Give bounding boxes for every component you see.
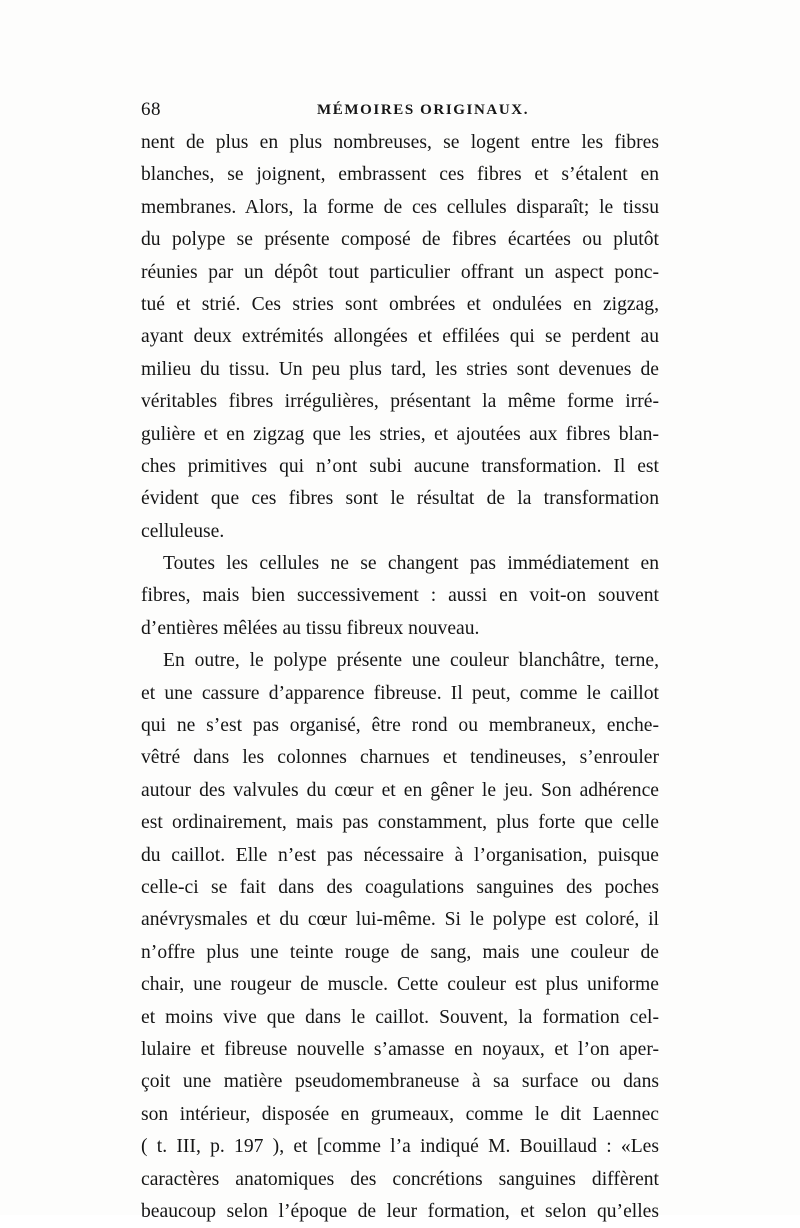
text-line: celle-ci se fait dans des coagulations sanguines des poches <box>141 876 659 898</box>
text-line: évident que ces fibres sont le résultat de la transformation <box>141 488 659 510</box>
text-line: est ordinairement, mais pas constamment, plus forte que celle <box>141 812 659 834</box>
text-line: anévrysmales et du cœur lui-même. Si le polype est coloré, il <box>141 909 659 931</box>
text-line: tué et strié. Ces stries sont ombrées et ondulées en zigzag, <box>141 293 659 315</box>
text-line: membranes. Alors, la forme de ces cellules disparaît; le tissu <box>141 196 659 218</box>
text-line: qui ne s’est pas organisé, être rond ou membraneux, enche- <box>141 715 659 737</box>
text-line: ayant deux extrémités allongées et effilées qui se perdent au <box>141 326 659 348</box>
running-head: MÉMOIRES ORIGINAUX. <box>317 102 530 118</box>
text-line: lulaire et fibreuse nouvelle s’amasse en noyaux, et l’on aper- <box>141 1038 659 1060</box>
text-line: autour des valvules du cœur et en gêner le jeu. Son adhérence <box>141 779 659 801</box>
text-line: nent de plus en plus nombreuses, se logent entre les fibres <box>141 132 659 153</box>
text-line: son intérieur, disposée en grumeaux, comme le dit Laennec <box>141 1103 659 1125</box>
text-line: celluleuse. <box>141 520 225 542</box>
text-line: du polype se présente composé de fibres écartées ou plutôt <box>141 229 659 251</box>
text-line: blanches, se joignent, embrassent ces fibres et s’étalent en <box>141 164 659 186</box>
text-line: caractères anatomiques des concrétions sanguines diffèrent <box>141 1168 659 1190</box>
paragraph <box>141 548 659 645</box>
text-line: d’entières mêlées au tissu fibreux nouveau. <box>141 617 480 639</box>
text-line: beaucoup selon l’époque de leur formation, et selon qu’elles <box>141 1200 659 1222</box>
text-line: réunies par un dépôt tout particulier offrant un aspect ponc- <box>141 261 659 283</box>
text-line: En outre, le polype présente une couleur blanchâtre, terne, <box>163 650 659 672</box>
page-number: 68 <box>141 99 161 120</box>
body-text <box>141 127 659 1228</box>
text-line: Toutes les cellules ne se changent pas immédiatement en <box>163 553 659 575</box>
text-line: et moins vive que dans le caillot. Souvent, la formation cel- <box>141 1006 659 1028</box>
paragraph <box>141 645 659 1228</box>
text-line: n’offre plus une teinte rouge de sang, mais une couleur de <box>141 941 659 963</box>
paragraph <box>141 127 659 548</box>
text-line: vêtré dans les colonnes charnues et tendineuses, s’enrouler <box>141 747 659 769</box>
text-line: du caillot. Elle n’est pas nécessaire à l’organisation, puisque <box>141 844 659 866</box>
text-line: fibres, mais bien successivement : aussi en voit-on souvent <box>141 585 659 607</box>
page-header <box>141 93 659 123</box>
text-line: chair, une rougeur de muscle. Cette couleur est plus uniforme <box>141 974 659 996</box>
text-line: ( t. III, p. 197 ), et [comme l’a indiqué M. Bouillaud : «Les <box>141 1136 659 1158</box>
text-line: véritables fibres irrégulières, présentant la même forme irré- <box>141 391 659 413</box>
text-line: çoit une matière pseudomembraneuse à sa surface ou dans <box>141 1071 659 1093</box>
text-line: gulière et en zigzag que les stries, et ajoutées aux fibres blan- <box>141 423 659 445</box>
text-line: et une cassure d’apparence fibreuse. Il peut, comme le caillot <box>141 682 659 704</box>
text-line: ches primitives qui n’ont subi aucune transformation. Il est <box>141 455 659 477</box>
text-line: milieu du tissu. Un peu plus tard, les stries sont devenues de <box>141 358 659 380</box>
